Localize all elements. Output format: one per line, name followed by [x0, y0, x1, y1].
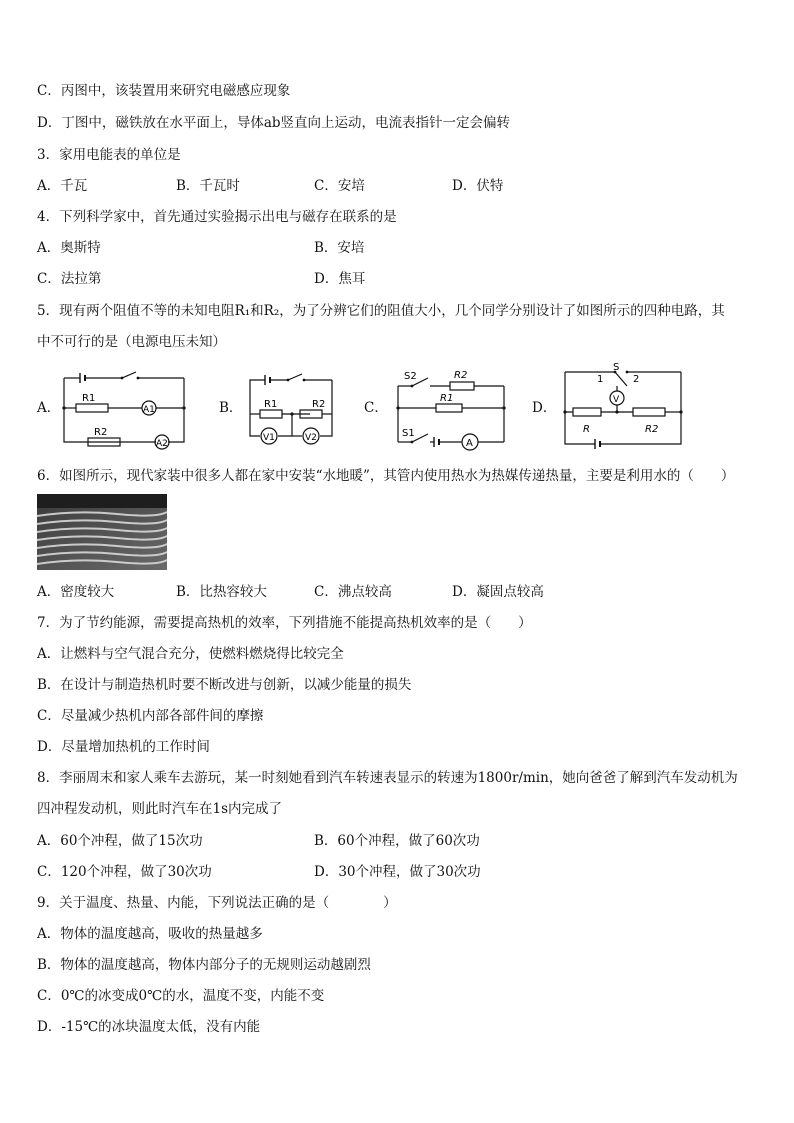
- q8-option-a: A．60个冲程，做了15次功: [37, 833, 203, 849]
- q4-option-b: B．安培: [314, 240, 365, 256]
- q7-option-b: B．在设计与制造热机时要不断改进与创新，以减少能量的损失: [37, 677, 412, 693]
- q9-option-b: B．物体的温度越高，物体内部分子的无规则运动越剧烈: [37, 957, 371, 973]
- circuit-c-diagram: [392, 366, 512, 456]
- q6-option-d: D．凝固点较高: [452, 584, 544, 600]
- circuit-c-s2-label: S2: [404, 371, 417, 382]
- q4-option-a: A．奥斯特: [37, 240, 101, 256]
- circuit-c-ammeter-label: A: [466, 438, 473, 449]
- q4-option-c: C．法拉第: [37, 271, 102, 287]
- q5-stem-line1: 5．现有两个阻值不等的未知电阻R₁和R₂，为了分辨它们的阻值大小，几个同学分别设计了如图所示的四种电路，其: [37, 303, 725, 319]
- q3-stem: 3．家用电能表的单位是: [37, 147, 181, 163]
- q4-option-d: D．焦耳: [314, 271, 366, 287]
- circuit-d-voltmeter-label: V: [613, 395, 620, 405]
- q3-option-a: A．千瓦: [37, 178, 88, 194]
- circuit-a-r1-label: R1: [82, 393, 96, 404]
- circuit-a-ammeter2-label: A2: [156, 439, 168, 449]
- circuit-c-r1-label: R1: [440, 393, 454, 404]
- circuit-d-r2-label: R2: [645, 424, 659, 435]
- circuit-a-r2-label: R2: [94, 427, 108, 438]
- circuit-a-label: A．: [37, 400, 61, 416]
- circuit-b-voltmeter1-label: V1: [263, 433, 275, 443]
- q9-option-d: D．-15℃的冰块温度太低，没有内能: [37, 1019, 261, 1035]
- q2-option-d: D．丁图中，磁铁放在水平面上，导体ab竖直向上运动，电流表指针一定会偏转: [37, 115, 511, 131]
- q6-option-c: C．沸点较高: [314, 584, 392, 600]
- circuit-c-r2-label: R2: [454, 370, 468, 381]
- floor-heating-photo: [37, 494, 167, 570]
- q4-stem: 4．下列科学家中，首先通过实验揭示出电与磁存在联系的是: [37, 209, 397, 225]
- circuit-d-r-label: R: [583, 424, 590, 435]
- q8-option-c: C．120个冲程，做了30次功: [37, 864, 212, 880]
- q6-stem: 6．如图所示，现代家装中很多人都在家中安装“水地暖”，其管内使用热水为热媒传递热量，主要是利用水的（ ）: [37, 468, 735, 484]
- q7-stem: 7．为了节约能源，需要提高热机的效率，下列措施不能提高热机效率的是（ ）: [37, 615, 532, 631]
- q8-stem-line1: 8．李丽周末和家人乘车去游玩，某一时刻她看到汽车转速表显示的转速为1800r/min，她向爸爸了解到汽车发动机为: [37, 770, 738, 786]
- q2-option-c: C．丙图中，该装置用来研究电磁感应现象: [37, 83, 291, 99]
- circuit-a-ammeter1-label: A1: [143, 405, 155, 415]
- q3-option-b: B．千瓦时: [176, 178, 240, 194]
- circuit-b-voltmeter2-label: V2: [305, 433, 317, 443]
- q8-option-d: D．30个冲程，做了30次功: [314, 864, 481, 880]
- q3-option-c: C．安培: [314, 178, 365, 194]
- circuit-c-s1-label: S1: [402, 428, 415, 439]
- q7-option-a: A．让燃料与空气混合充分，使燃料燃烧得比较完全: [37, 646, 344, 662]
- q9-stem: 9．关于温度、热量、内能，下列说法正确的是（ ）: [37, 895, 397, 911]
- q6-option-a: A．密度较大: [37, 584, 115, 600]
- circuit-d-terminal2-label: 2: [633, 374, 640, 385]
- q8-option-b: B．60个冲程，做了60次功: [314, 833, 480, 849]
- circuit-a-diagram: [58, 364, 190, 454]
- circuit-d-s-label: S: [613, 362, 620, 373]
- q7-option-d: D．尽量增加热机的工作时间: [37, 739, 210, 755]
- q5-stem-line2: 中不可行的是（电源电压未知）: [37, 334, 226, 350]
- q9-option-a: A．物体的温度越高，吸收的热量越多: [37, 926, 263, 942]
- circuit-b-diagram: [240, 370, 340, 450]
- q3-option-d: D．伏特: [452, 178, 504, 194]
- q7-option-c: C．尽量减少热机内部各部件间的摩擦: [37, 708, 264, 724]
- circuit-b-r2-label: R2: [312, 399, 326, 410]
- q8-stem-line2: 四冲程发动机，则此时汽车在1s内完成了: [37, 801, 283, 817]
- q6-option-b: B．比热容较大: [176, 584, 267, 600]
- circuit-b-label: B．: [219, 400, 243, 416]
- circuit-d-diagram: [557, 360, 687, 452]
- circuit-d-terminal1-label: 1: [597, 374, 604, 385]
- circuit-c-label: C．: [364, 400, 388, 416]
- q9-option-c: C．0℃的冰变成0℃的水，温度不变，内能不变: [37, 988, 325, 1004]
- circuit-b-r1-label: R1: [264, 399, 278, 410]
- circuit-d-label: D．: [532, 400, 557, 416]
